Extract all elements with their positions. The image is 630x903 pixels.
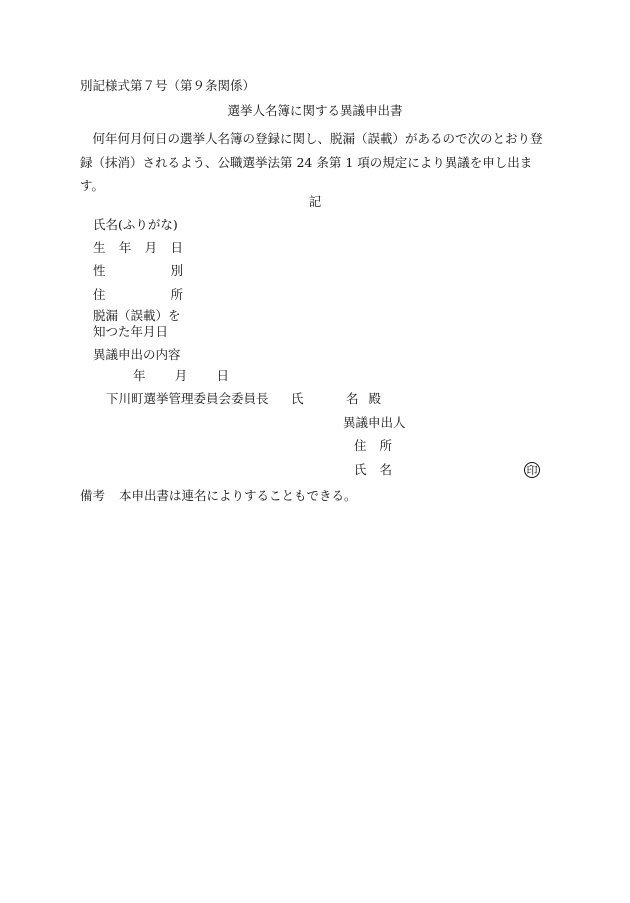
applicant-address-label [354, 440, 392, 453]
field-sex-char: 別 [170, 263, 183, 278]
field-birthdate-char: 年 [118, 240, 132, 255]
date-year-label: 年 [133, 368, 146, 383]
applicant-address-char: 住 [354, 438, 367, 453]
addressee-name-label [291, 393, 381, 406]
addressee: 下川町選挙管理委員会委員長 [106, 391, 269, 406]
field-sex [93, 265, 183, 279]
filing-date [133, 370, 229, 383]
addressee-name-char: 氏 [291, 391, 304, 406]
ki-heading: 記 [308, 194, 322, 209]
document-title: 選挙人名簿に関する異議申出書 [227, 103, 403, 118]
remark-label: 備考 [80, 488, 106, 503]
date-month-label: 月 [174, 368, 188, 383]
field-address [93, 289, 183, 303]
field-sex-char: 性 [93, 263, 106, 278]
addressee-name-char: 名 [345, 391, 359, 406]
field-birthdate [93, 242, 183, 256]
remark-text: 本申出書は連名によりすることもできる。 [119, 488, 357, 503]
addressee-honorific: 殿 [368, 391, 381, 406]
field-birthdate-char: 月 [144, 240, 158, 255]
field-name-kana: 氏名(ふりがな) [93, 217, 178, 232]
field-omission-line1: 脱漏（誤載）を [93, 308, 181, 323]
seal-mark: 印 [524, 462, 540, 478]
body-paragraph: 何年何月何日の選挙人名簿の登録に関し、脱漏（誤載）があるので次のとおり登録（抹消）されるよう、公職選挙法第 24 条第 1 項の規定により異議を申し出ます。 [80, 131, 543, 193]
applicant-name-char: 名 [379, 462, 392, 477]
applicant-address-char: 所 [379, 438, 392, 453]
field-objection-content: 異議申出の内容 [93, 347, 181, 362]
applicant-name-char: 氏 [354, 462, 367, 477]
applicant-heading: 異議申出人 [343, 415, 406, 430]
form-label: 別記様式第７号（第９条関係） [80, 78, 256, 93]
applicant-name-label [354, 464, 392, 477]
field-birthdate-char: 生 [93, 240, 106, 255]
field-omission-line2: 知つた年月日 [93, 324, 169, 339]
field-birthdate-char: 日 [170, 240, 183, 255]
remark [80, 490, 357, 503]
field-address-char: 所 [170, 287, 183, 302]
field-address-char: 住 [93, 287, 106, 302]
date-day-label: 日 [216, 368, 229, 383]
